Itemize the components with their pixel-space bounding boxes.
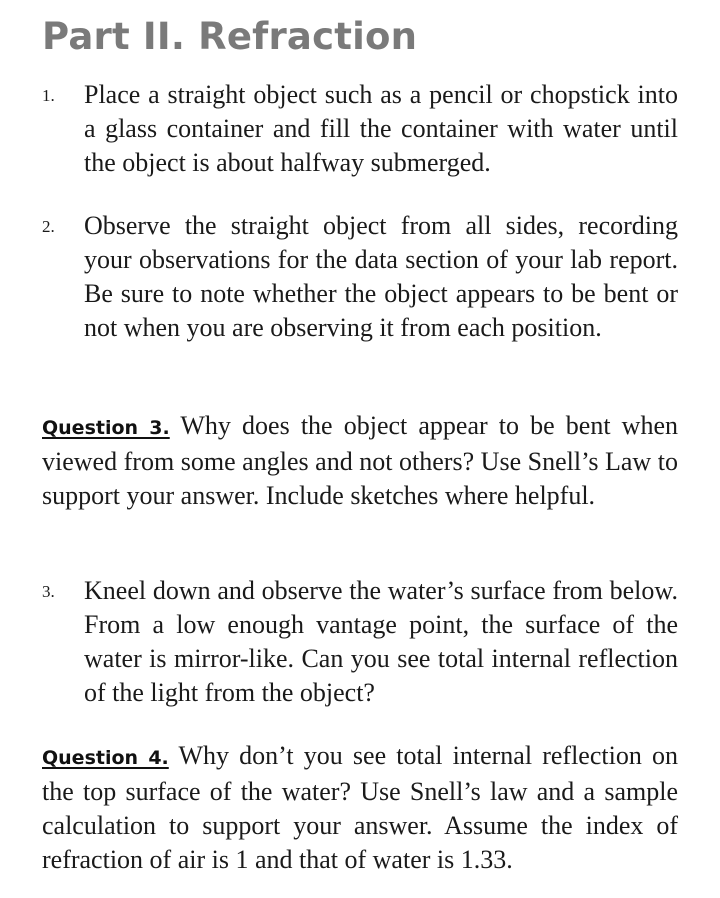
section-title: Part II. Refraction — [42, 15, 418, 58]
step-number: 2. — [42, 217, 55, 236]
step-text: Kneel down and observe the water’s surface from below. From a low enough vantage point, the surface of the water is mirror-like. Can you see total internal reflection of the light from the object? — [84, 576, 678, 707]
question-text: Why does the object appear to be bent when viewed from some angles and not others? Use Snell’s Law to support your answer. Include sketches where helpful. — [42, 411, 678, 510]
question-4 — [42, 739, 678, 877]
step-text: Observe the straight object from all sides, recording your observations for the data section of your lab report. Be sure to note whether the object appears to be bent or not when you are observing it from each position. — [84, 211, 678, 342]
question-label: Question 3. — [42, 417, 170, 439]
step-3 — [42, 574, 678, 710]
step-number: 1. — [42, 86, 55, 105]
question-text: Why don’t you see total internal reflection on the top surface of the water? Use Snell’s law and a sample calculation to support your answer. Assume the index of refraction of air is 1 and that of water is 1.33. — [42, 741, 678, 874]
step-text: Place a straight object such as a pencil or chopstick into a glass container and fill the container with water until the object is about halfway submerged. — [84, 80, 678, 177]
step-number: 3. — [42, 582, 55, 601]
question-3 — [42, 409, 678, 513]
step-2 — [42, 209, 678, 345]
step-1 — [42, 78, 678, 180]
question-label: Question 4. — [42, 747, 169, 769]
